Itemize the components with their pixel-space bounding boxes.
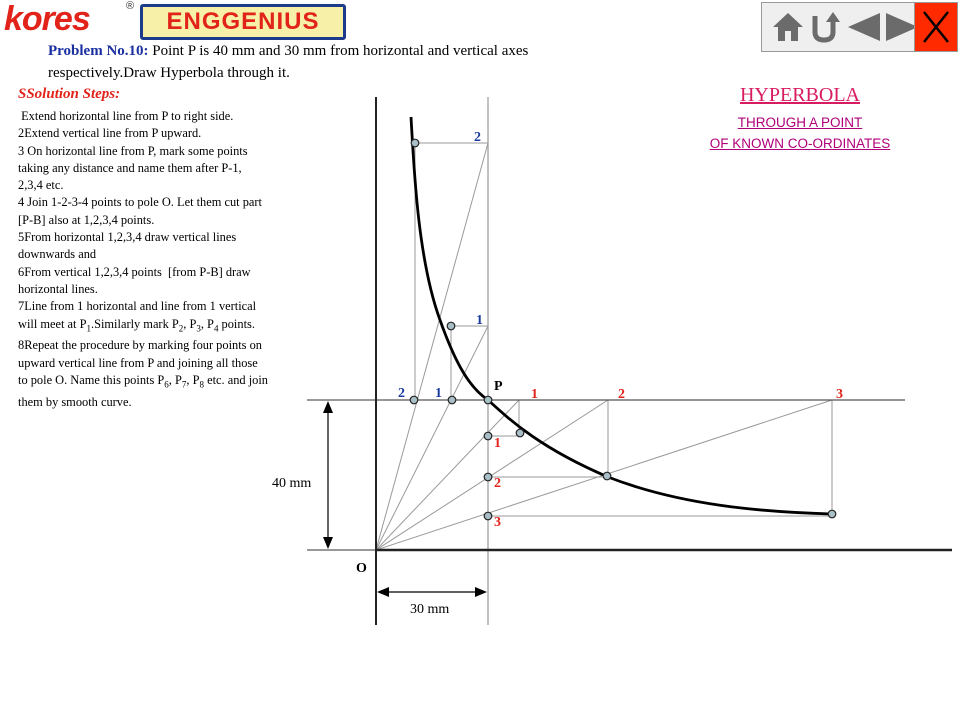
dimension-40mm [323, 401, 333, 549]
enggenius-logo: ENGGENIUS [140, 4, 346, 40]
solution-step: 6From vertical 1,2,3,4 points [from P-B] draw horizontal lines. [18, 264, 254, 296]
label-horizontal-2: 2 [618, 387, 625, 402]
solution-step: 3 On horizontal line from P, mark some points taking any distance and name them after P-1, 2,3,4 etc. [18, 143, 251, 193]
diagram-subtitle-2: OF KNOWN CO-ORDINATES [709, 136, 891, 151]
solution-step: 2Extend vertical line from P upward. [18, 126, 202, 141]
label-projected-2: 2 [398, 386, 405, 401]
subscript: 6 [164, 379, 169, 390]
step-text: 7Line from 1 horizontal and line from 1 vertical will meet at P [18, 299, 260, 331]
point-p-marker [484, 396, 492, 404]
vertical-mark-point [484, 512, 492, 520]
problem-text: Point P is 40 mm and 30 mm from horizontal and vertical axes respectively.Draw Hyperbola through it. [48, 43, 529, 81]
construction-lines [376, 143, 832, 550]
vertical-mark-point [484, 473, 492, 481]
label-point-p: P [494, 379, 503, 394]
subscript: 2 [178, 323, 184, 334]
label-horizontal-1: 1 [531, 387, 538, 402]
curve-point [828, 510, 836, 518]
step-text: etc. and join them by smooth curve. [18, 372, 272, 409]
solution-step: 4 Join 1-2-3-4 points to pole O. Let them cut part [P-B] also at 1,2,3,4 points. [18, 195, 266, 227]
curve-point [603, 472, 611, 480]
solution-steps-title: SSolution Steps: [18, 86, 121, 102]
label-down-3: 3 [494, 515, 501, 530]
label-pole-o: O [356, 561, 367, 576]
problem-label: Problem No.10: [48, 43, 149, 59]
label-down-1: 1 [494, 436, 501, 451]
subscript: 3 [196, 323, 201, 334]
hyperbola-curve [411, 117, 832, 514]
vertical-mark-point [484, 432, 492, 440]
dimension-40mm-label: 40 mm [272, 476, 312, 491]
registered-mark: ® [126, 0, 135, 12]
curve-point [411, 139, 419, 147]
solution-step: Extend horizontal line from P to right side. [18, 109, 234, 123]
subscript: 1 [86, 323, 91, 334]
subscript: 8 [199, 379, 204, 390]
dimension-30mm-label: 30 mm [410, 602, 450, 617]
step-text: .Similarly mark P [90, 316, 179, 331]
ray-to-vertical-1 [376, 326, 488, 550]
construction-points [410, 139, 836, 520]
solution-step: 5From horizontal 1,2,3,4 draw vertical lines downwards and [18, 230, 240, 262]
label-vertical-1: 1 [476, 313, 483, 328]
diagram-subtitle-1: THROUGH A POINT [737, 115, 863, 130]
step-text: points. [218, 316, 255, 331]
solution-step: 8Repeat the procedure by marking four points on upward vertical line from P and joining all those to pole O. Name this points $P_6$, $P_7$, $P_8$ etc. and join them by smooth curve. [18, 338, 272, 409]
diagram-title: HYPERBOLA [739, 84, 860, 106]
subscript: 4 [213, 323, 219, 334]
step-text: 8Repeat the procedure by marking four points on upward vertical line from P and joining all those to pole O. Name this points P [18, 338, 266, 387]
subscript: 7 [181, 379, 187, 390]
label-projected-1: 1 [435, 386, 442, 401]
label-horizontal-3: 3 [836, 387, 843, 402]
kores-logo: kores [4, 0, 90, 38]
solution-step: 7Line from 1 horizontal and line from 1 vertical will meet at $P_1.Similarly$ mark $P_2$, $P_3$, $P_4$ points. [18, 299, 260, 334]
curve-point [447, 322, 455, 330]
label-vertical-2: 2 [474, 130, 481, 145]
horizontal-mark-point [410, 396, 418, 404]
horizontal-mark-point [448, 396, 456, 404]
label-down-2: 2 [494, 476, 501, 491]
curve-point [516, 429, 524, 437]
dimension-30mm [377, 587, 487, 597]
